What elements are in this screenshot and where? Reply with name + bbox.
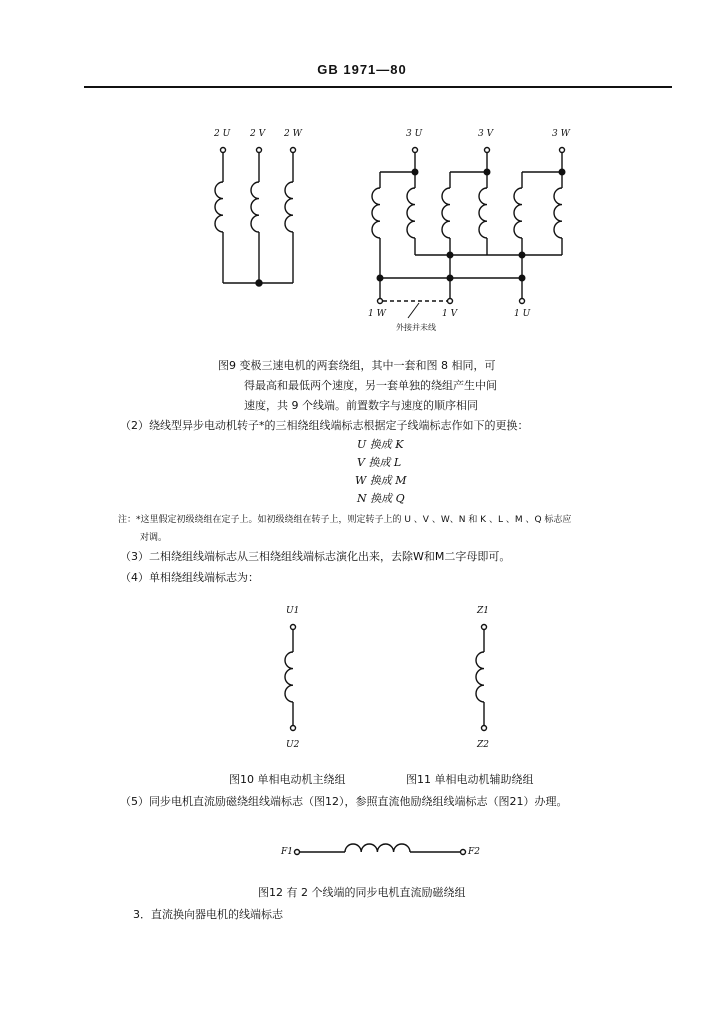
page-header: GB 1971—80: [317, 62, 407, 77]
section3-heading: 3．直流换向器电机的线端标志: [133, 908, 283, 921]
fig10-diagram: [285, 625, 296, 731]
fig9-annotation: 外接并未线: [396, 323, 436, 332]
terminal-z1: [482, 625, 487, 630]
coil: [407, 188, 415, 238]
item3-text: （3）二相绕组线端标志从三相绕组线端标志演化出来，去除W和M二字母即可。: [120, 550, 511, 563]
coil: [251, 182, 259, 232]
fig12-diagram: [295, 844, 466, 855]
fig11-caption: 图11 单相电动机辅助绕组: [406, 773, 534, 786]
terminal-u2: [291, 726, 296, 731]
terminal-3u: [413, 148, 418, 153]
fig9-right-winding: [372, 148, 565, 319]
coil: [372, 188, 380, 238]
terminal-3v: [485, 148, 490, 153]
coil: [476, 652, 484, 702]
terminal-1v: [448, 299, 453, 304]
fig9-caption-line3: 速度，共 9 个线端。前置数字与速度的顺序相同: [244, 399, 478, 412]
replacement-w: W 换成 M: [355, 474, 407, 487]
replacement-u: U 换成 K: [357, 438, 404, 451]
terminal-2w: [291, 148, 296, 153]
coil: [285, 182, 293, 232]
fig10-caption: 图10 单相电动机主绕组: [229, 773, 346, 786]
node: [447, 252, 453, 258]
terminal-1w: [378, 299, 383, 304]
label-z1: Z1: [477, 606, 489, 616]
label-3u: 3 U: [406, 129, 423, 139]
terminal-u1: [291, 625, 296, 630]
item5-text: （5）同步电机直流励磁绕组线端标志（图12），参照直流他励绕组线端标志（图21）办理。: [120, 795, 568, 808]
coil: [285, 652, 293, 702]
label-2u: 2 U: [214, 129, 231, 139]
coil: [442, 188, 450, 238]
fig11-diagram: [476, 625, 487, 731]
terminal-z2: [482, 726, 487, 731]
label-1u: 1 U: [514, 309, 531, 319]
star-point: [256, 280, 262, 286]
coil: [479, 188, 487, 238]
terminal-2v: [257, 148, 262, 153]
coil: [345, 844, 410, 852]
label-f2: F2: [468, 847, 480, 857]
label-u2: U2: [286, 740, 300, 750]
label-f1: F1: [281, 847, 293, 857]
terminal-f1: [295, 850, 300, 855]
coil: [554, 188, 562, 238]
replacement-v: V 换成 L: [357, 456, 402, 469]
note-line1: 注：*这里假定初级绕组在定子上。如初级绕组在转子上，则定转子上的 U 、V 、W、N 和 K 、L 、M 、Q 标志应: [118, 515, 572, 525]
fig9-caption-line2: 得最高和最低两个速度，另一套单独的绕组产生中间: [244, 379, 497, 392]
fig12-caption: 图12 有 2 个线端的同步电机直流励磁绕组: [258, 886, 466, 899]
item2-text: （2）绕线型异步电动机转子*的三相绕组线端标志根据定子线端标志作如下的更换：: [120, 419, 529, 432]
item4-text: （4）单相绕组线端标志为：: [120, 571, 259, 584]
annotation-leader: [408, 303, 419, 318]
terminal-1u: [520, 299, 525, 304]
label-1w: 1 W: [368, 309, 386, 319]
fig9-left-winding: [215, 148, 296, 287]
label-2w: 2 W: [284, 129, 302, 139]
coil: [514, 188, 522, 238]
terminal-f2: [461, 850, 466, 855]
label-3w: 3 W: [552, 129, 570, 139]
label-z2: Z2: [477, 740, 489, 750]
terminal-3w: [560, 148, 565, 153]
coil: [215, 182, 223, 232]
label-1v: 1 V: [442, 309, 458, 319]
label-2v: 2 V: [250, 129, 266, 139]
fig9-caption-line1: 图9 变极三速电机的两套绕组，其中一套和图 8 相同，可: [218, 359, 496, 372]
node: [519, 252, 525, 258]
terminal-2u: [221, 148, 226, 153]
label-3v: 3 V: [478, 129, 494, 139]
note-line2: 对调。: [140, 533, 168, 543]
replacement-n: N 换成 Q: [357, 492, 405, 505]
label-u1: U1: [286, 606, 300, 616]
